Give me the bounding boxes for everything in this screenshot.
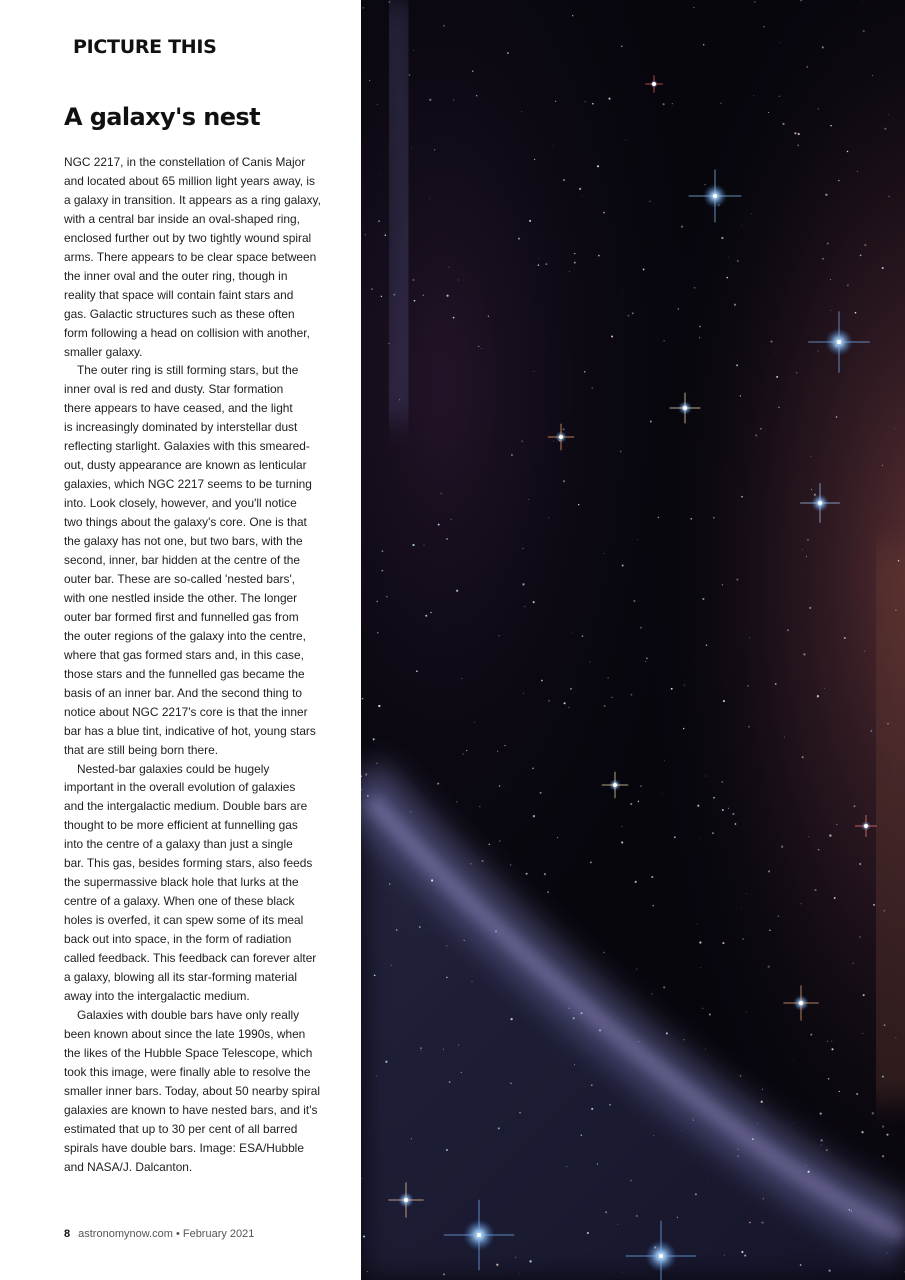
text-line: enclosed further out by two tightly wound spiral bbox=[64, 230, 312, 245]
section-label: PICTURE THIS bbox=[73, 36, 217, 58]
article-headline: A galaxy's nest bbox=[64, 103, 260, 131]
text-line: reality that space will contain faint stars and bbox=[64, 287, 294, 302]
text-line: is increasingly dominated by interstellar dust bbox=[64, 420, 298, 435]
text-line: NGC 2217, in the constellation of Canis Major bbox=[64, 155, 306, 169]
text-line: outer bar formed first and funnelled gas from bbox=[64, 609, 299, 624]
text-line: two things about the galaxy's core. One is that bbox=[64, 515, 307, 530]
text-line: galaxies, which NGC 2217 seems to be turning bbox=[64, 477, 312, 492]
text-line: centre of a galaxy. When one of these black bbox=[64, 894, 295, 909]
text-line: there appears to have ceased, and the light bbox=[64, 401, 293, 416]
text-line: into. Look closely, however, and you'll notice bbox=[64, 496, 297, 511]
text-line: the likes of the Hubble Space Telescope, which bbox=[64, 1045, 313, 1060]
text-line: and the intergalactic medium. Double bars are bbox=[64, 799, 308, 814]
article-column bbox=[0, 0, 361, 1280]
paragraph bbox=[64, 760, 344, 1006]
footer-credit: astronomynow.com • February 2021 bbox=[78, 1228, 255, 1240]
text-line: form following a head on collision with another, bbox=[64, 325, 310, 340]
text-line: into the centre of a galaxy than just a single bbox=[64, 837, 293, 852]
article-body bbox=[64, 153, 344, 1176]
text-line: thought to be more efficient at funnelling gas bbox=[64, 818, 298, 833]
paragraph bbox=[64, 361, 344, 759]
text-line: important in the overall evolution of galaxies bbox=[64, 780, 296, 795]
text-line: spirals have double bars. Image: ESA/Hubble bbox=[64, 1140, 304, 1155]
text-line: gas. Galactic structures such as these often bbox=[64, 306, 295, 321]
text-line: the inner oval and the outer ring, though in bbox=[64, 268, 288, 283]
text-line: the galaxy has not one, but two bars, with the bbox=[64, 534, 303, 549]
text-line: back out into space, in the form of radiation bbox=[64, 932, 292, 947]
text-line: The outer ring is still forming stars, but the bbox=[77, 363, 299, 378]
text-line: with a central bar inside an oval-shaped ring, bbox=[64, 211, 300, 226]
text-line: took this image, were finally able to resolve the bbox=[64, 1064, 311, 1079]
text-line: the supermassive black hole that lurks at the bbox=[64, 875, 299, 890]
text-line: away into the intergalactic medium. bbox=[64, 988, 250, 1003]
text-line: second, inner, bar hidden at the centre of the bbox=[64, 553, 300, 568]
paragraph bbox=[64, 153, 344, 361]
text-line: been known about since the late 1990s, when bbox=[64, 1026, 306, 1041]
text-line: arms. There appears to be clear space between bbox=[64, 249, 317, 264]
text-line: and NASA/J. Dalcanton. bbox=[64, 1159, 193, 1174]
text-line: estimated that up to 30 per cent of all barred bbox=[64, 1121, 298, 1136]
text-line: the outer regions of the galaxy into the centre, bbox=[64, 628, 306, 643]
text-line: a galaxy, blowing all its star-forming material bbox=[64, 969, 298, 984]
text-line: a galaxy in transition. It appears as a ring galaxy, bbox=[64, 192, 321, 207]
text-line: Nested-bar galaxies could be hugely bbox=[77, 761, 270, 776]
page-number: 8 bbox=[64, 1228, 71, 1240]
text-line: where that gas formed stars and, in this case, bbox=[64, 647, 304, 662]
text-line: bar has a blue tint, indicative of hot, young stars bbox=[64, 723, 316, 738]
text-line: reflecting starlight. Galaxies with this smeared- bbox=[64, 439, 310, 454]
text-line: smaller inner bars. Today, about 50 nearby spiral bbox=[64, 1083, 321, 1098]
galaxy-image bbox=[361, 0, 905, 1280]
text-line: outer bar. These are so-called 'nested bars', bbox=[64, 571, 296, 586]
text-line: basis of an inner bar. And the second thing to bbox=[64, 685, 302, 700]
text-line: holes is overfed, it can spew some of its meal bbox=[64, 913, 304, 928]
text-line: notice about NGC 2217's core is that the inner bbox=[64, 704, 308, 719]
text-line: those stars and the funnelled gas became the bbox=[64, 666, 305, 681]
paragraph bbox=[64, 1006, 344, 1177]
text-line: Galaxies with double bars have only really bbox=[77, 1007, 300, 1022]
text-line: that are still being born there. bbox=[64, 742, 219, 757]
text-line: called feedback. This feedback can forever alter bbox=[64, 951, 317, 966]
page-footer bbox=[64, 1228, 254, 1240]
text-line: galaxies are known to have nested bars, and it's bbox=[64, 1102, 318, 1117]
text-line: smaller galaxy. bbox=[64, 344, 143, 359]
text-line: with one nestled inside the other. The longer bbox=[64, 590, 298, 605]
galaxy-photo bbox=[361, 0, 905, 1280]
text-line: bar. This gas, besides forming stars, also feeds bbox=[64, 856, 313, 871]
text-line: and located about 65 million light years away, is bbox=[64, 173, 315, 188]
text-line: out, dusty appearance are known as lenticular bbox=[64, 458, 307, 473]
text-line: inner oval is red and dusty. Star formation bbox=[64, 382, 284, 397]
